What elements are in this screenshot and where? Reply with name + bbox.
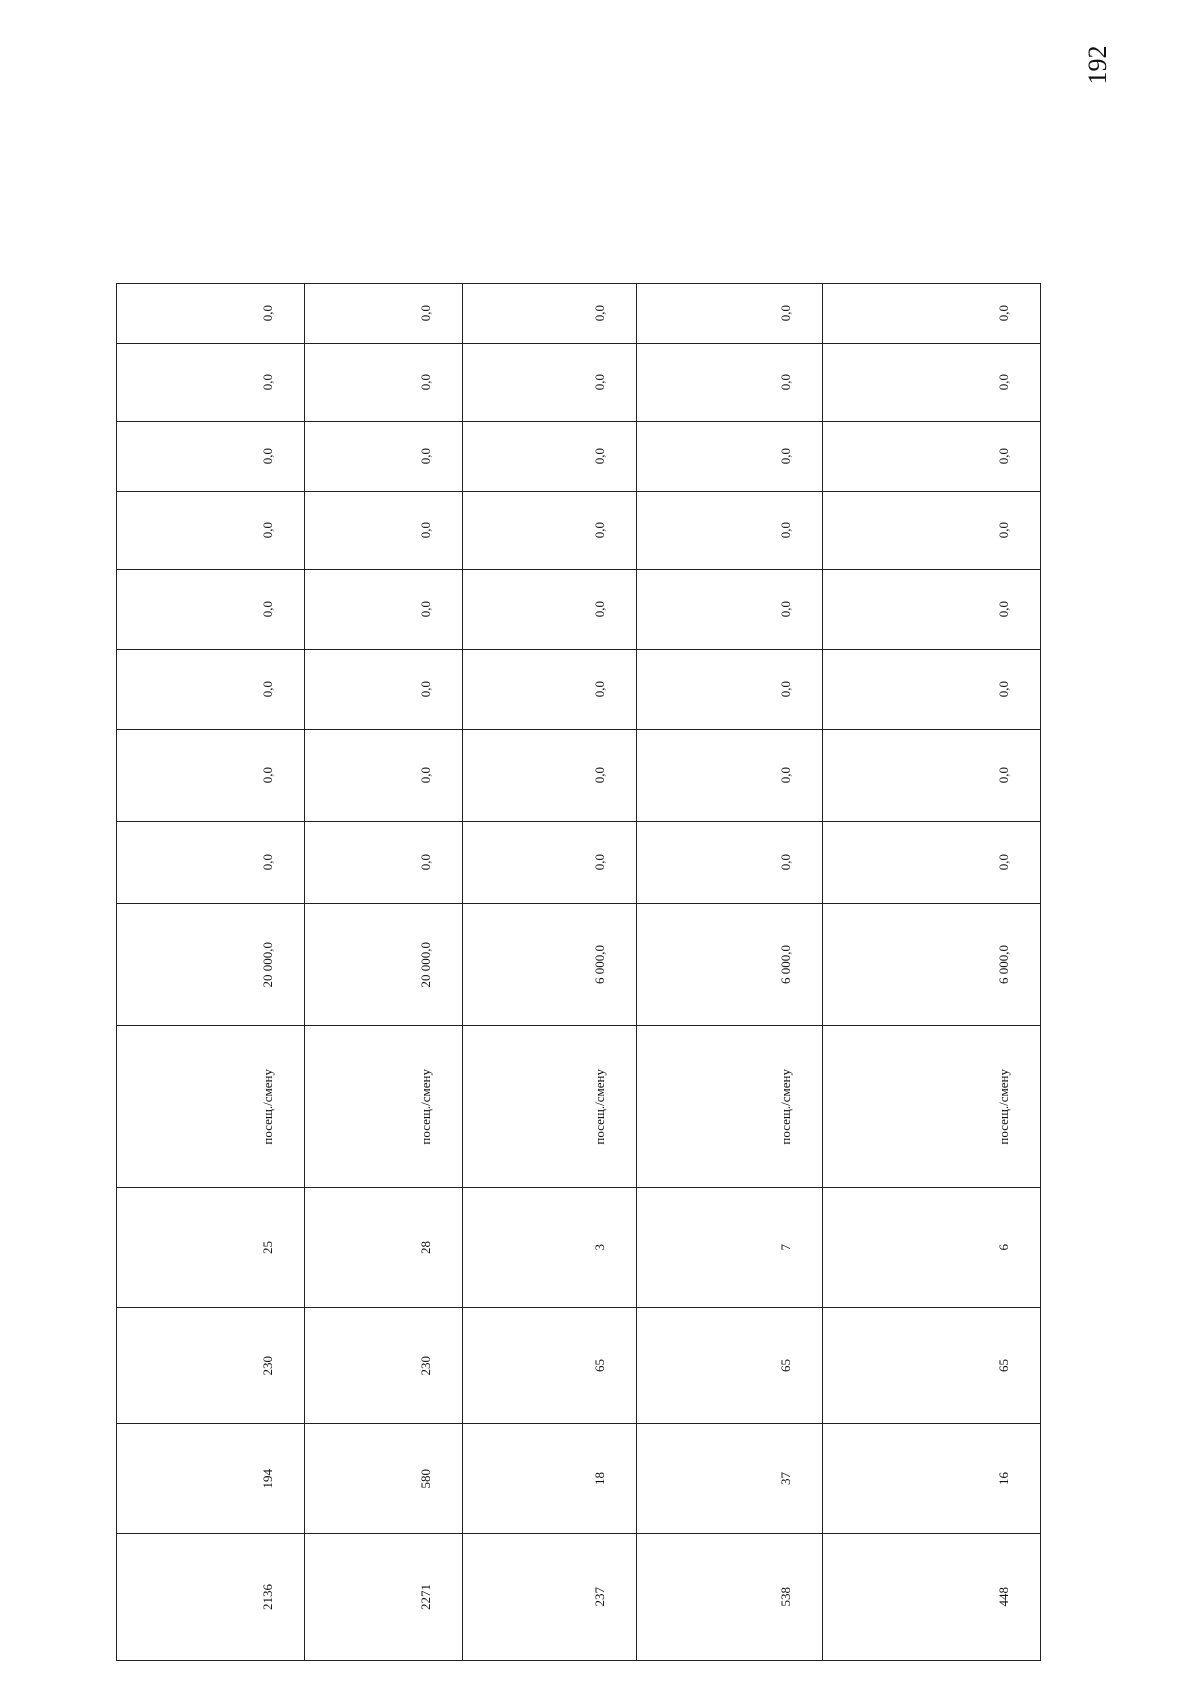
table-visual-row bbox=[117, 344, 1041, 422]
cell-content bbox=[305, 650, 462, 729]
table-cell bbox=[305, 1188, 463, 1308]
table-visual-row bbox=[117, 1534, 1041, 1661]
table-cell bbox=[823, 730, 1041, 822]
data-table-container bbox=[116, 283, 1040, 1660]
cell-value: 2271 bbox=[418, 1584, 433, 1610]
cell-content bbox=[637, 284, 822, 343]
table-cell bbox=[117, 904, 305, 1026]
cell-value: 0,0 bbox=[996, 448, 1011, 465]
cell-value: 230 bbox=[260, 1355, 275, 1376]
table-cell bbox=[305, 1308, 463, 1424]
cell-value: 0,0 bbox=[778, 522, 793, 539]
table-cell bbox=[463, 822, 637, 904]
table-cell bbox=[637, 1534, 823, 1661]
cell-content bbox=[463, 1188, 636, 1307]
cell-content bbox=[305, 570, 462, 649]
data-table bbox=[116, 283, 1041, 1661]
table-cell bbox=[637, 1188, 823, 1308]
cell-value: посещ./смену bbox=[260, 1068, 275, 1145]
table-cell bbox=[637, 344, 823, 422]
table-cell bbox=[117, 650, 305, 730]
cell-content bbox=[305, 1308, 462, 1423]
cell-value: 0,0 bbox=[260, 681, 275, 698]
cell-value: 0,0 bbox=[260, 448, 275, 465]
cell-content bbox=[117, 284, 304, 343]
cell-content bbox=[305, 904, 462, 1025]
cell-value: 0,0 bbox=[996, 522, 1011, 539]
table-visual-row bbox=[117, 650, 1041, 730]
cell-content bbox=[823, 822, 1040, 903]
cell-content bbox=[823, 1424, 1040, 1533]
table-cell bbox=[463, 1534, 637, 1661]
table-cell bbox=[463, 492, 637, 570]
cell-value: 194 bbox=[260, 1468, 275, 1489]
table-cell bbox=[305, 1026, 463, 1188]
cell-value: 18 bbox=[592, 1472, 607, 1485]
cell-content bbox=[117, 650, 304, 729]
cell-content bbox=[117, 1026, 304, 1187]
cell-value: посещ./смену bbox=[996, 1068, 1011, 1145]
cell-content bbox=[117, 904, 304, 1025]
cell-content bbox=[305, 422, 462, 491]
table-cell bbox=[823, 284, 1041, 344]
table-cell bbox=[823, 1188, 1041, 1308]
table-cell bbox=[117, 570, 305, 650]
cell-value: 0,0 bbox=[778, 681, 793, 698]
table-cell bbox=[117, 284, 305, 344]
table-cell bbox=[823, 570, 1041, 650]
cell-content bbox=[463, 284, 636, 343]
cell-content bbox=[637, 422, 822, 491]
table-cell bbox=[305, 904, 463, 1026]
table-cell bbox=[463, 730, 637, 822]
table-cell bbox=[463, 1308, 637, 1424]
table-visual-row bbox=[117, 492, 1041, 570]
cell-content bbox=[823, 1026, 1040, 1187]
cell-content bbox=[463, 822, 636, 903]
cell-value: 0,0 bbox=[418, 601, 433, 618]
cell-content bbox=[637, 730, 822, 821]
cell-value: 0,0 bbox=[260, 601, 275, 618]
cell-value: 0,0 bbox=[260, 854, 275, 871]
cell-content bbox=[117, 822, 304, 903]
cell-content bbox=[823, 1188, 1040, 1307]
cell-value: 0,0 bbox=[592, 305, 607, 322]
cell-value: 0,0 bbox=[592, 854, 607, 871]
cell-content bbox=[637, 1308, 822, 1423]
table-cell bbox=[117, 730, 305, 822]
cell-content bbox=[637, 904, 822, 1025]
table-cell bbox=[823, 1534, 1041, 1661]
cell-content bbox=[823, 492, 1040, 569]
table-visual-row bbox=[117, 284, 1041, 344]
cell-value: 25 bbox=[260, 1241, 275, 1254]
table-cell bbox=[637, 1424, 823, 1534]
cell-value: 0,0 bbox=[260, 767, 275, 784]
cell-value: 20 000,0 bbox=[418, 941, 433, 988]
cell-value: 16 bbox=[996, 1472, 1011, 1485]
cell-content bbox=[823, 344, 1040, 421]
table-cell bbox=[823, 492, 1041, 570]
table-visual-row bbox=[117, 822, 1041, 904]
cell-value: 0,0 bbox=[592, 522, 607, 539]
cell-value: 580 bbox=[418, 1468, 433, 1489]
table-cell bbox=[637, 422, 823, 492]
cell-value: 0,0 bbox=[778, 767, 793, 784]
cell-content bbox=[117, 570, 304, 649]
table-cell bbox=[463, 1424, 637, 1534]
cell-content bbox=[305, 344, 462, 421]
table-cell bbox=[463, 284, 637, 344]
cell-value: 6 000,0 bbox=[996, 945, 1011, 984]
cell-content bbox=[637, 492, 822, 569]
cell-content bbox=[117, 422, 304, 491]
cell-value: 6 000,0 bbox=[778, 945, 793, 984]
cell-value: 448 bbox=[996, 1587, 1011, 1607]
cell-value: 0,0 bbox=[260, 305, 275, 322]
table-cell bbox=[637, 904, 823, 1026]
table-visual-row bbox=[117, 1026, 1041, 1188]
cell-content bbox=[117, 1534, 304, 1660]
cell-value: 538 bbox=[778, 1587, 793, 1607]
cell-content bbox=[463, 422, 636, 491]
table-cell bbox=[305, 1534, 463, 1661]
table-cell bbox=[117, 1424, 305, 1534]
cell-value: 65 bbox=[592, 1359, 607, 1372]
table-cell bbox=[305, 422, 463, 492]
table-body bbox=[117, 284, 1041, 1661]
table-visual-row bbox=[117, 422, 1041, 492]
cell-value: 0,0 bbox=[418, 522, 433, 539]
cell-content bbox=[305, 492, 462, 569]
cell-content bbox=[305, 284, 462, 343]
cell-value: 0,0 bbox=[996, 681, 1011, 698]
table-cell bbox=[305, 570, 463, 650]
cell-value: 7 bbox=[778, 1244, 793, 1251]
table-cell bbox=[823, 422, 1041, 492]
table-cell bbox=[463, 1026, 637, 1188]
cell-content bbox=[305, 1424, 462, 1533]
table-cell bbox=[305, 284, 463, 344]
cell-value: 37 bbox=[778, 1472, 793, 1485]
cell-value: 3 bbox=[592, 1244, 607, 1251]
cell-content bbox=[305, 1026, 462, 1187]
table-cell bbox=[305, 344, 463, 422]
cell-value: 0,0 bbox=[592, 374, 607, 391]
cell-value: 0,0 bbox=[260, 522, 275, 539]
table-cell bbox=[637, 284, 823, 344]
table-visual-row bbox=[117, 1424, 1041, 1534]
cell-content bbox=[463, 570, 636, 649]
cell-content bbox=[463, 344, 636, 421]
cell-value: 28 bbox=[418, 1241, 433, 1254]
table-visual-row bbox=[117, 730, 1041, 822]
cell-value: 0,0 bbox=[418, 767, 433, 784]
cell-content bbox=[463, 1026, 636, 1187]
cell-content bbox=[463, 730, 636, 821]
cell-value: 0,0 bbox=[592, 681, 607, 698]
table-cell bbox=[305, 1424, 463, 1534]
cell-content bbox=[637, 822, 822, 903]
cell-content bbox=[117, 492, 304, 569]
cell-content bbox=[637, 1534, 822, 1660]
cell-value: 0,0 bbox=[996, 374, 1011, 391]
table-visual-row bbox=[117, 1188, 1041, 1308]
cell-value: 237 bbox=[592, 1587, 607, 1607]
cell-value: 230 bbox=[418, 1355, 433, 1376]
cell-content bbox=[463, 1424, 636, 1533]
cell-content bbox=[823, 1308, 1040, 1423]
cell-content bbox=[637, 650, 822, 729]
table-cell bbox=[823, 1026, 1041, 1188]
table-cell bbox=[463, 1188, 637, 1308]
cell-value: 0,0 bbox=[996, 767, 1011, 784]
cell-value: 0,0 bbox=[418, 681, 433, 698]
table-cell bbox=[637, 570, 823, 650]
cell-content bbox=[117, 344, 304, 421]
table-cell bbox=[637, 730, 823, 822]
table-visual-row bbox=[117, 904, 1041, 1026]
cell-content bbox=[463, 650, 636, 729]
table-cell bbox=[117, 1026, 305, 1188]
cell-value: 0,0 bbox=[778, 854, 793, 871]
cell-content bbox=[823, 284, 1040, 343]
table-cell bbox=[463, 904, 637, 1026]
table-cell bbox=[117, 492, 305, 570]
table-cell bbox=[117, 422, 305, 492]
cell-value: 65 bbox=[996, 1359, 1011, 1372]
cell-value: 0,0 bbox=[592, 601, 607, 618]
cell-value: посещ./смену bbox=[418, 1068, 433, 1145]
cell-value: 0,0 bbox=[592, 448, 607, 465]
cell-value: 0,0 bbox=[418, 374, 433, 391]
cell-content bbox=[637, 1424, 822, 1533]
cell-content bbox=[823, 730, 1040, 821]
cell-content bbox=[305, 730, 462, 821]
cell-content bbox=[463, 1308, 636, 1423]
table-cell bbox=[637, 1308, 823, 1424]
table-cell bbox=[117, 822, 305, 904]
table-cell bbox=[117, 1308, 305, 1424]
table-cell bbox=[823, 1308, 1041, 1424]
cell-content bbox=[637, 570, 822, 649]
table-cell bbox=[463, 422, 637, 492]
cell-value: 2136 bbox=[260, 1584, 275, 1610]
cell-value: 0,0 bbox=[418, 448, 433, 465]
table-cell bbox=[823, 344, 1041, 422]
cell-content bbox=[463, 904, 636, 1025]
cell-content bbox=[823, 650, 1040, 729]
cell-content bbox=[637, 1026, 822, 1187]
cell-content bbox=[823, 904, 1040, 1025]
table-cell bbox=[637, 492, 823, 570]
cell-value: 0,0 bbox=[418, 854, 433, 871]
cell-value: 0,0 bbox=[778, 305, 793, 322]
table-cell bbox=[823, 904, 1041, 1026]
cell-value: 65 bbox=[778, 1359, 793, 1372]
table-cell bbox=[823, 1424, 1041, 1534]
table-visual-row bbox=[117, 570, 1041, 650]
cell-content bbox=[305, 1534, 462, 1660]
cell-content bbox=[117, 1424, 304, 1533]
table-cell bbox=[823, 822, 1041, 904]
cell-value: 0,0 bbox=[592, 767, 607, 784]
cell-content bbox=[117, 730, 304, 821]
page-number: 192 bbox=[1083, 45, 1112, 85]
table-visual-row bbox=[117, 1308, 1041, 1424]
cell-value: 0,0 bbox=[418, 305, 433, 322]
table-cell bbox=[117, 1534, 305, 1661]
cell-value: 6 bbox=[996, 1244, 1011, 1251]
cell-value: посещ./смену bbox=[592, 1068, 607, 1145]
table-cell bbox=[305, 650, 463, 730]
table-cell bbox=[305, 822, 463, 904]
table-cell bbox=[305, 730, 463, 822]
table-cell bbox=[463, 344, 637, 422]
cell-value: 6 000,0 bbox=[592, 945, 607, 984]
table-cell bbox=[117, 344, 305, 422]
cell-content bbox=[823, 570, 1040, 649]
cell-content bbox=[305, 822, 462, 903]
cell-value: 0,0 bbox=[996, 601, 1011, 618]
table-cell bbox=[117, 1188, 305, 1308]
cell-value: 0,0 bbox=[778, 374, 793, 391]
cell-content bbox=[463, 1534, 636, 1660]
cell-content bbox=[823, 422, 1040, 491]
cell-content bbox=[305, 1188, 462, 1307]
cell-content bbox=[823, 1534, 1040, 1660]
table-cell bbox=[637, 822, 823, 904]
table-cell bbox=[305, 492, 463, 570]
cell-value: 0,0 bbox=[778, 448, 793, 465]
cell-value: 0,0 bbox=[778, 601, 793, 618]
cell-value: посещ./смену bbox=[778, 1068, 793, 1145]
table-cell bbox=[823, 650, 1041, 730]
table-cell bbox=[637, 1026, 823, 1188]
cell-value: 0,0 bbox=[996, 305, 1011, 322]
table-cell bbox=[637, 650, 823, 730]
table-cell bbox=[463, 650, 637, 730]
cell-value: 20 000,0 bbox=[260, 941, 275, 988]
cell-content bbox=[637, 1188, 822, 1307]
cell-value: 0,0 bbox=[996, 854, 1011, 871]
cell-value: 0,0 bbox=[260, 374, 275, 391]
cell-content bbox=[463, 492, 636, 569]
table-cell bbox=[463, 570, 637, 650]
cell-content bbox=[637, 344, 822, 421]
cell-content bbox=[117, 1188, 304, 1307]
cell-content bbox=[117, 1308, 304, 1423]
